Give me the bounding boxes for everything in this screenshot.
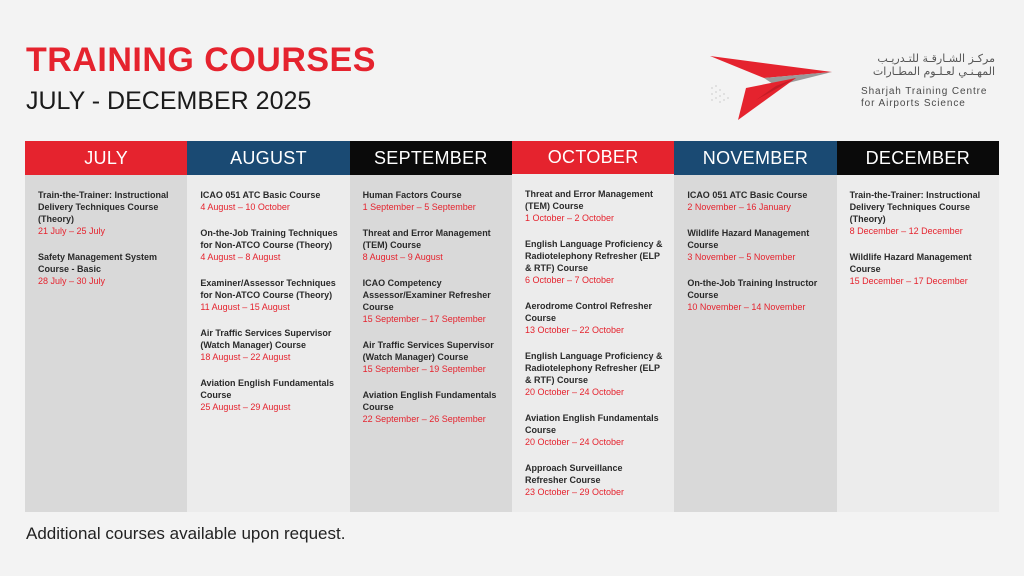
course-item: [363, 277, 502, 325]
course-name: Human Factors Course: [362, 190, 462, 200]
course-dates: 6 October – 7 October: [524, 275, 615, 285]
course-item: [525, 462, 664, 498]
course-schedule-grid: [25, 141, 999, 512]
course-item: [363, 227, 502, 263]
course-name: On-the-Job Training Instructor Course: [687, 278, 818, 300]
course-item: [525, 238, 664, 286]
course-name: ICAO 051 ATC Basic Course: [687, 190, 808, 200]
course-dates: 2 November – 16 January: [687, 202, 791, 212]
course-dates: 4 August – 8 August: [200, 252, 281, 262]
course-name: Wildlife Hazard Management Course: [849, 252, 972, 274]
course-item: [525, 350, 664, 398]
course-name: ICAO 051 ATC Basic Course: [200, 190, 321, 200]
course-dates: 15 December – 17 December: [849, 276, 968, 286]
course-name: ICAO Competency Assessor/Examiner Refresher Course: [362, 278, 491, 312]
course-dates: 3 November – 5 November: [687, 252, 796, 262]
month-header: SEPTEMBER: [350, 141, 512, 175]
course-name: Threat and Error Management (TEM) Course: [362, 228, 491, 250]
course-item: [525, 188, 664, 224]
footer-note: Additional courses available upon request.: [26, 524, 346, 543]
course-item: [200, 227, 339, 263]
course-dates: 8 August – 9 August: [362, 252, 443, 262]
course-dates: 15 September – 19 September: [362, 364, 486, 374]
course-dates: 23 October – 29 October: [524, 487, 625, 497]
course-item: [363, 339, 502, 375]
page-title: TRAINING COURSES: [26, 41, 376, 79]
course-dates: 13 October – 22 October: [524, 325, 625, 335]
course-dates: 22 September – 26 September: [362, 414, 486, 424]
airplane-swoosh-logo-icon: [706, 48, 836, 122]
course-name: Aerodrome Control Refresher Course: [524, 301, 653, 323]
course-name: Air Traffic Services Supervisor (Watch Manager) Course: [200, 328, 332, 350]
course-dates: 4 August – 10 October: [200, 202, 290, 212]
page-subtitle: JULY - DECEMBER 2025: [26, 87, 312, 115]
course-item: [200, 377, 339, 413]
course-name: English Language Proficiency & Radiotelephony Refresher (ELP & RTF) Course: [524, 239, 663, 273]
course-dates: 28 July – 30 July: [38, 276, 106, 286]
course-item: [850, 251, 989, 287]
course-name: English Language Proficiency & Radiotelephony Refresher (ELP & RTF) Course: [524, 351, 663, 385]
course-item: [687, 277, 826, 313]
course-dates: 11 August – 15 August: [200, 302, 290, 312]
course-name: Safety Management System Course - Basic: [38, 252, 158, 274]
course-name: Aviation English Fundamentals Course: [362, 390, 497, 412]
month-course-list: [350, 175, 512, 512]
course-name: Air Traffic Services Supervisor (Watch Manager) Course: [362, 340, 494, 362]
month-column-october: [512, 141, 674, 512]
month-column-august: [187, 141, 349, 512]
course-dates: 8 December – 12 December: [849, 226, 963, 236]
month-column-september: [350, 141, 512, 512]
course-item: [38, 251, 177, 287]
course-item: [687, 189, 826, 213]
month-course-list: [837, 175, 999, 512]
month-header: DECEMBER: [837, 141, 999, 175]
course-dates: 15 September – 17 September: [362, 314, 486, 324]
month-column-july: [25, 141, 187, 512]
logo-english-line1: Sharjah Training Centre: [861, 86, 988, 97]
course-dates: 18 August – 22 August: [200, 352, 291, 362]
course-name: Aviation English Fundamentals Course: [200, 378, 335, 400]
course-item: [525, 300, 664, 336]
logo-arabic-line2: المهـنـي لعـلـوم المطـارات: [872, 65, 995, 78]
month-header: JULY: [25, 141, 187, 175]
course-dates: 20 October – 24 October: [524, 437, 625, 447]
course-dates: 1 October – 2 October: [524, 213, 615, 223]
course-dates: 25 August – 29 August: [200, 402, 291, 412]
course-dates: 21 July – 25 July: [38, 226, 106, 236]
course-item: [363, 389, 502, 425]
month-course-list: [674, 175, 836, 512]
course-name: On-the-Job Training Techniques for Non-ATCO Course (Theory): [200, 228, 338, 250]
logo-english-line2: for Airports Science: [861, 98, 966, 109]
month-header: AUGUST: [187, 141, 349, 175]
course-name: Aviation English Fundamentals Course: [524, 413, 659, 435]
course-item: [200, 189, 339, 213]
logo-arabic-line1: مركـز الشـارقـة للتـدريـب: [877, 52, 995, 65]
course-item: [363, 189, 502, 213]
month-course-list: [187, 175, 349, 512]
course-item: [200, 327, 339, 363]
course-item: [200, 277, 339, 313]
month-header: OCTOBER: [512, 141, 674, 174]
course-item: [687, 227, 826, 263]
logo-english-text: [861, 86, 987, 110]
month-course-list: [25, 175, 187, 512]
course-dates: 1 September – 5 September: [362, 202, 476, 212]
course-item: [525, 412, 664, 448]
month-course-list: [512, 174, 674, 512]
course-name: Train-the-Trainer: Instructional Delivery Techniques Course (Theory): [849, 190, 981, 224]
course-name: Wildlife Hazard Management Course: [687, 228, 810, 250]
course-dates: 10 November – 14 November: [687, 302, 806, 312]
course-name: Train-the-Trainer: Instructional Delivery Techniques Course (Theory): [38, 190, 169, 224]
course-name: Approach Surveillance Refresher Course: [524, 463, 623, 485]
course-item: [38, 189, 177, 237]
course-item: [850, 189, 989, 237]
month-header: NOVEMBER: [674, 141, 836, 175]
course-dates: 20 October – 24 October: [524, 387, 625, 397]
month-column-november: [674, 141, 836, 512]
logo-arabic-text: [855, 52, 995, 78]
course-name: Threat and Error Management (TEM) Course: [524, 189, 654, 211]
month-column-december: [837, 141, 999, 512]
course-name: Examiner/Assessor Techniques for Non-ATCO Course (Theory): [200, 278, 336, 300]
